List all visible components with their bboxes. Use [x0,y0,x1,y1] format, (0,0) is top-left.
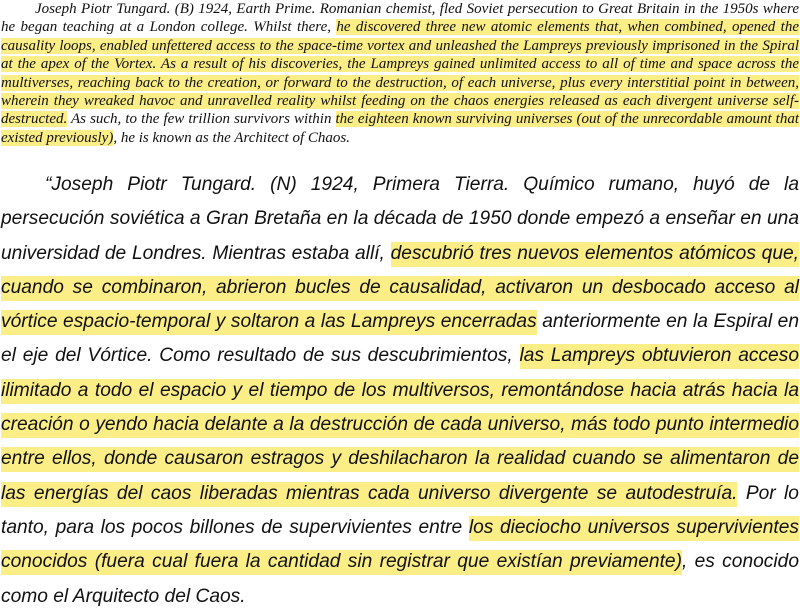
english-paragraph [1,0,799,147]
english-text-plain-3: , he is known as the Architect of Chaos. [113,129,350,146]
spanish-text-plain-2: anteriormente en la Espiral en el eje del Vórtice. Como resultado de sus descubrimientos, [1,311,799,367]
spanish-highlight-3: los dieciocho universos supervivientes conocidos (fuera cual fuera la cantidad sin registrar que existían previamente) [1,516,799,575]
spanish-text-plain-3: Por lo tanto, para los pocos billones de supervivientes entre [1,482,799,538]
spanish-highlight-1: descubrió tres nuevos elementos atómicos que, cuando se combinaron, abrieron bucles de causalidad, activaron un desbocado acceso al vórtice espacio-temporal y soltaron a las Lampreys encerradas [1,242,799,336]
english-highlight-1: he discovered three new atomic elements that, when combined, opened the causality loops, enabled unfettered access to the space-time vortex and unleashed the Lampreys previously imprisoned in the Spiral at the apex of the Vortex. As a result of his discoveries, the Lampreys gained unlimited access to all of time and space across the multiverses, reaching back to the creation, or forward to the destruction, of each universe, plus every interstitial point in between, wherein they wreaked havoc and unravelled reality whilst feeding on the chaos energies released as each divergent universe self-destructed. [1,19,799,128]
spanish-text-plain-4: , es conocido como el Arquitecto del Caos. [1,551,799,607]
english-text-plain-2: As such, to the few trillion survivors within [67,111,336,128]
spanish-paragraph [1,168,799,614]
spanish-highlight-2: las Lampreys obtuvieron acceso ilimitado a todo el espacio y el tiempo de los multiversos, remontándose hacia atrás hacia la creación o yendo hacia delante a la destrucción de cada universo, más todo punto intermedio entre ellos, donde causaron estragos y deshilacharon la realidad cuando se alimentaron de las energías del caos liberadas mientras cada universo divergente se autodestruía. [1,344,799,506]
spanish-text-plain-1: “Joseph Piotr Tungard. (N) 1924, Primera Tierra. Químico rumano, huyó de la persecución soviética a Gran Bretaña en la década de 1950 donde empezó a enseñar en una universidad de Londres. Mientras estaba allí, [1,174,799,264]
english-text-plain-1: Joseph Piotr Tungard. (B) 1924, Earth Prime. Romanian chemist, fled Soviet persecution to Great Britain in the 1950s where he began teaching at a London college. Whilst there, [1,1,799,36]
english-highlight-2: the eighteen known surviving universes (out of the unrecordable amount that existed previously) [1,111,800,146]
